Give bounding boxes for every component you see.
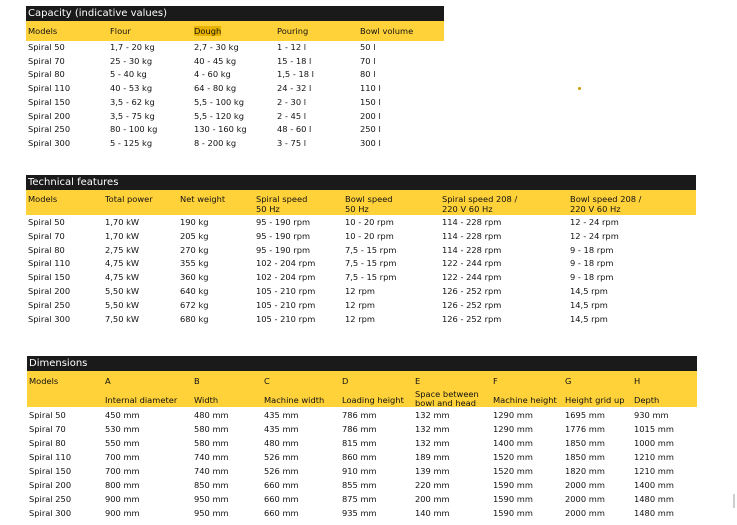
table-cell: 7,50 kW [105,313,140,324]
table-cell: 640 kg [180,286,209,296]
decorative-mark [733,494,735,508]
table-cell: 15 - 18 l [277,55,312,66]
table-cell: 205 kg [180,230,209,241]
table-cell: 480 mm [264,438,299,448]
table-cell: 12 - 24 rpm [570,230,619,241]
table-cell: 435 mm [264,410,299,420]
column-header-h: H Depth [634,376,660,405]
table-cell: Spiral 50 [28,42,65,52]
table-cell: 4,75 kW [105,258,140,269]
table-cell: 40 - 45 kg [194,55,237,66]
table-cell: Spiral 250 [28,124,71,135]
table-cell: 850 mm [194,480,229,490]
table-cell: 25 - 30 kg [110,55,153,66]
table-cell: 2000 mm [565,508,605,518]
table-cell: 105 - 210 rpm [256,313,316,324]
table-cell: 1400 mm [634,480,674,490]
table-cell: 1290 mm [493,424,533,434]
table-cell: 1695 mm [565,410,605,420]
table-cell: 680 kg [180,313,209,324]
table-cell: 95 - 190 rpm [256,244,311,255]
column-header-d: D Loading height [342,376,404,405]
table-cell: 5,50 kW [105,299,140,310]
table-cell: Spiral 110 [28,83,71,94]
table-cell: 110 l [360,83,381,94]
table-cell: 140 mm [415,508,450,518]
table-cell: 480 mm [194,410,229,420]
table-cell: 950 mm [194,508,229,518]
dimensions-title: Dimensions [27,356,697,371]
table-cell: 3,5 - 62 kg [110,96,155,107]
table-cell: 860 mm [342,452,377,462]
table-cell: 114 - 228 rpm [442,230,502,241]
table-cell: 2,7 - 30 kg [194,42,239,52]
table-cell: 14,5 rpm [570,313,608,324]
table-cell: 700 mm [105,466,140,476]
table-cell: 800 mm [105,480,140,490]
table-cell: 10 - 20 rpm [345,230,394,241]
table-cell: Spiral 150 [29,466,72,476]
table-cell: 526 mm [264,466,299,476]
table-cell: 740 mm [194,452,229,462]
table-cell: 900 mm [105,508,140,518]
table-cell: Spiral 50 [29,410,66,420]
table-cell: 105 - 210 rpm [256,299,316,310]
table-cell: 12 rpm [345,313,375,324]
table-cell: 126 - 252 rpm [442,313,502,324]
table-cell: 190 kg [180,217,209,227]
table-cell: 355 kg [180,258,209,269]
table-cell: 122 - 244 rpm [442,258,502,269]
table-cell: 70 l [360,55,376,66]
table-cell: 1400 mm [493,438,533,448]
table-cell: 200 l [360,110,381,121]
table-cell: 9 - 18 rpm [570,258,614,269]
table-cell: 8 - 200 kg [194,137,237,148]
column-header-spiral-speed: Spiral speed 50 Hz [256,194,308,214]
column-header-total-power: Total power [105,194,153,204]
table-cell: 2,75 kW [105,244,140,255]
table-cell: Spiral 80 [28,69,65,80]
table-cell: 550 mm [105,438,140,448]
table-cell: 139 mm [415,466,450,476]
table-cell: 1850 mm [565,438,605,448]
table-cell: 126 - 252 rpm [442,286,502,296]
table-cell: 930 mm [634,410,669,420]
table-cell: 126 - 252 rpm [442,299,502,310]
table-cell: 530 mm [105,424,140,434]
table-cell: 12 - 24 rpm [570,217,619,227]
table-cell: 220 mm [415,480,450,490]
table-cell: 5 - 40 kg [110,69,147,80]
column-header-g: G Height grid up [565,376,625,405]
table-cell: 40 - 53 kg [110,83,153,94]
column-header-f: F Machine height [493,376,557,405]
table-cell: 1000 mm [634,438,674,448]
table-cell: 130 - 160 kg [194,124,247,135]
table-cell: Spiral 300 [29,508,72,518]
table-cell: 1520 mm [493,452,533,462]
table-cell: 14,5 rpm [570,299,608,310]
table-cell: 672 kg [180,299,209,310]
table-cell: 660 mm [264,508,299,518]
table-cell: 1480 mm [634,508,674,518]
table-cell: 2 - 45 l [277,110,307,121]
column-header-a: A Internal diameter [105,376,178,405]
table-cell: Spiral 200 [29,480,72,490]
table-cell: 1290 mm [493,410,533,420]
table-cell: 7,5 - 15 rpm [345,244,397,255]
table-cell: 900 mm [105,494,140,504]
table-cell: 1015 mm [634,424,674,434]
table-cell: 950 mm [194,494,229,504]
capacity-column-header [26,21,444,41]
column-header-bowl-speed-60hz: Bowl speed 208 / 220 V 60 Hz [570,194,642,214]
table-cell: 12 rpm [345,286,375,296]
table-cell: 815 mm [342,438,377,448]
table-cell: 80 l [360,69,376,80]
column-header-spiral-speed-60hz: Spiral speed 208 / 220 V 60 Hz [442,194,518,214]
table-cell: Spiral 200 [28,110,71,121]
table-cell: 1,5 - 18 l [277,69,314,80]
capacity-table [26,6,444,148]
table-cell: 786 mm [342,424,377,434]
capacity-title: Capacity (indicative values) [26,6,444,21]
table-cell: 250 l [360,124,381,135]
table-cell: 189 mm [415,452,450,462]
table-cell: Spiral 50 [28,217,65,227]
table-cell: Spiral 300 [28,313,71,324]
table-cell: 95 - 190 rpm [256,230,311,241]
table-cell: 132 mm [415,438,450,448]
table-cell: 1590 mm [493,494,533,504]
table-cell: 150 l [360,96,381,107]
table-cell: 132 mm [415,410,450,420]
table-cell: 2000 mm [565,494,605,504]
table-cell: 105 - 210 rpm [256,286,316,296]
table-cell: 2 - 30 l [277,96,307,107]
table-cell: 300 l [360,137,381,148]
table-cell: Spiral 110 [28,258,71,269]
table-cell: Spiral 200 [28,286,71,296]
technical-column-header [26,190,696,215]
table-cell: 10 - 20 rpm [345,217,394,227]
table-cell: Spiral 80 [29,438,66,448]
table-cell: 200 mm [415,494,450,504]
column-header-bowl-volume: Bowl volume [360,26,414,36]
table-cell: 1,70 kW [105,230,140,241]
column-header-flour: Flour [110,26,131,36]
technical-table [26,175,696,330]
dimensions-column-header [27,371,697,407]
column-header-e: E Space between bowl and head [415,376,479,408]
table-cell: 660 mm [264,480,299,490]
table-cell: Spiral 300 [28,137,71,148]
table-cell: Spiral 70 [28,230,65,241]
table-cell: 5,5 - 100 kg [194,96,245,107]
table-cell: 114 - 228 rpm [442,217,502,227]
column-header-models: Models [28,26,58,36]
column-header-models: Models [28,194,58,204]
table-cell: 2000 mm [565,480,605,490]
column-header-pouring: Pouring [277,26,309,36]
table-cell: 12 rpm [345,299,375,310]
table-cell: 114 - 228 rpm [442,244,502,255]
table-cell: Spiral 250 [28,299,71,310]
table-cell: 450 mm [105,410,140,420]
table-cell: 4 - 60 kg [194,69,231,80]
table-cell: 360 kg [180,272,209,283]
column-header-models: Models [29,376,59,386]
table-cell: 7,5 - 15 rpm [345,258,397,269]
table-cell: 3 - 75 l [277,137,307,148]
table-cell: 1210 mm [634,452,674,462]
table-cell: 24 - 32 l [277,83,312,94]
table-cell: 50 l [360,42,376,52]
table-cell: 9 - 18 rpm [570,272,614,283]
table-cell: 1590 mm [493,508,533,518]
table-cell: 786 mm [342,410,377,420]
table-cell: 5,5 - 120 kg [194,110,245,121]
table-cell: 1820 mm [565,466,605,476]
table-cell: 660 mm [264,494,299,504]
table-cell: 1520 mm [493,466,533,476]
table-cell: 102 - 204 rpm [256,272,316,283]
table-cell: 1776 mm [565,424,605,434]
table-cell: Spiral 70 [28,55,65,66]
table-cell: 9 - 18 rpm [570,244,614,255]
table-cell: 740 mm [194,466,229,476]
table-cell: 700 mm [105,452,140,462]
table-cell: 95 - 190 rpm [256,217,311,227]
table-cell: 1590 mm [493,480,533,490]
technical-title: Technical features [26,175,696,190]
column-header-net-weight: Net weight [180,194,226,204]
table-cell: 122 - 244 rpm [442,272,502,283]
table-cell: 1,7 - 20 kg [110,42,155,52]
column-header-b: B Width [194,376,219,405]
table-cell: Spiral 150 [28,272,71,283]
decorative-dot [578,87,581,90]
table-cell: 1850 mm [565,452,605,462]
table-cell: 14,5 rpm [570,286,608,296]
table-cell: 270 kg [180,244,209,255]
table-cell: 48 - 60 l [277,124,312,135]
column-header-c: C Machine width [264,376,325,405]
column-header-dough: Dough [194,26,222,36]
table-cell: 7,5 - 15 rpm [345,272,397,283]
table-cell: 80 - 100 kg [110,124,158,135]
table-cell: 910 mm [342,466,377,476]
table-cell: 580 mm [194,438,229,448]
table-cell: Spiral 70 [29,424,66,434]
table-cell: Spiral 250 [29,494,72,504]
table-cell: 1,70 kW [105,217,140,227]
table-cell: Spiral 110 [29,452,72,462]
table-cell: 435 mm [264,424,299,434]
table-cell: 935 mm [342,508,377,518]
table-cell: 1 - 12 l [277,42,307,52]
table-cell: 4,75 kW [105,272,140,283]
table-cell: 580 mm [194,424,229,434]
column-header-bowl-speed: Bowl speed 50 Hz [345,194,393,214]
table-cell: 5,50 kW [105,286,140,296]
table-cell: 102 - 204 rpm [256,258,316,269]
table-cell: 875 mm [342,494,377,504]
table-cell: 526 mm [264,452,299,462]
table-cell: 1210 mm [634,466,674,476]
table-cell: 5 - 125 kg [110,137,153,148]
table-cell: 64 - 80 kg [194,83,237,94]
table-cell: 3,5 - 75 kg [110,110,155,121]
table-cell: 132 mm [415,424,450,434]
table-cell: 855 mm [342,480,377,490]
table-cell: Spiral 150 [28,96,71,107]
table-cell: Spiral 80 [28,244,65,255]
dimensions-table [27,356,697,525]
table-cell: 1480 mm [634,494,674,504]
